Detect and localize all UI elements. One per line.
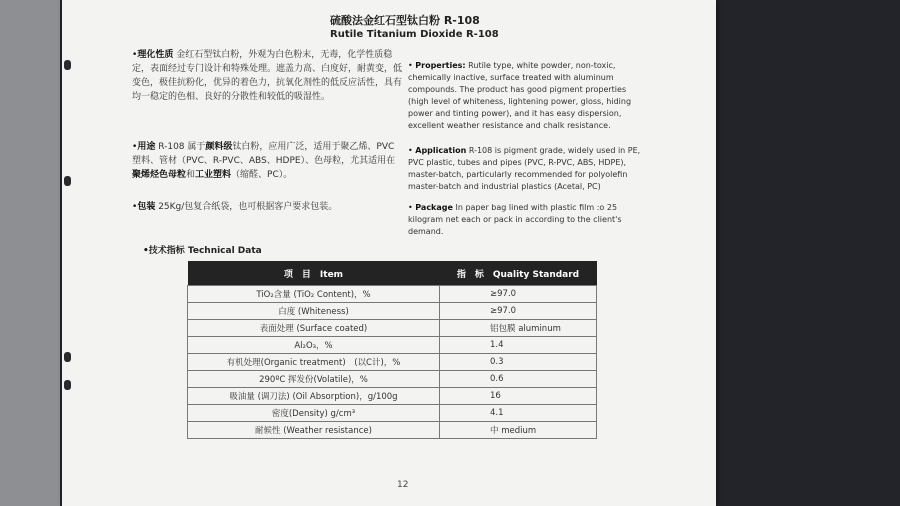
table-row — [188, 337, 597, 354]
application-cn-bold: 颜料级 — [205, 142, 233, 152]
row-item: TiO₂含量 (TiO₂ Content)，% — [188, 286, 440, 303]
properties-cn-text: 金红石型钛白粉，外观为白色粉末，无毒，化学性质稳定，表面经过专门设计和特殊处理。遮盖力高、白度好，耐黄变，低变色，极佳抗粉化，优异的着色力，抗氧化剂性的低反应活性，具有均一稳定的色相、良好的分散性和较低的吸湿性。 — [132, 50, 403, 102]
package-en — [408, 202, 644, 238]
table-row — [188, 286, 597, 303]
application-en-label: Application — [415, 146, 467, 155]
page-number: 12 — [397, 480, 409, 490]
properties-cn — [132, 48, 404, 104]
package-cn-label: 包装 — [137, 202, 156, 212]
technical-data-table — [187, 261, 597, 439]
row-item: 吸油量 (调刀法) (Oil Absorption)，g/100g — [188, 388, 440, 405]
package-en-text: In paper bag lined with plastic film :o 25 kilogram net each or pack in according to the client's demand. — [408, 203, 622, 236]
package-en-label: Package — [415, 203, 453, 212]
binding-hole — [64, 60, 71, 70]
bullet-icon: • — [408, 203, 413, 212]
application-cn-bold: 聚烯烃色母粒 — [132, 170, 187, 180]
application-cn-text: 钛白粉，应用广泛，适用于聚乙烯、PVC 塑料、管材（PVC、R-PVC、ABS、HDPE）、色母粒，尤其适用在 — [132, 142, 396, 166]
properties-en: • Properties: Rutile type, white powder, non-toxic, chemically inactive, surface treated with aluminum compounds. The product has good pigment properties (high level of whiteness, lightening power, gloss, hiding power and tinting power), and it has easy dispersion, excellent weather resistance and chalk resistance. — [408, 61, 632, 130]
application-cn-text: 和 — [186, 170, 196, 180]
table-row — [188, 320, 597, 337]
package-cn — [132, 200, 404, 214]
document-page — [62, 0, 716, 506]
row-value: 中 medium — [440, 422, 597, 439]
bullet-icon: • — [143, 246, 149, 256]
application-cn-label: 用途 — [137, 142, 156, 152]
row-value: 16 — [440, 388, 597, 405]
row-value: 铝包膜 aluminum — [440, 320, 597, 337]
bullet-icon: • — [408, 146, 413, 155]
properties-cn-label: 理化性质 — [137, 50, 174, 60]
row-value: 0.6 — [440, 371, 597, 388]
technical-data-title — [143, 243, 262, 256]
binding-hole — [64, 176, 71, 186]
bullet-icon: • — [132, 202, 138, 212]
bullet-icon: • — [408, 61, 413, 70]
table-row — [188, 354, 597, 371]
row-item: Al₂O₃，% — [188, 337, 440, 354]
row-value: 1.4 — [440, 337, 597, 354]
table-row — [188, 371, 597, 388]
bullet-icon: • — [132, 50, 138, 60]
application-cn-text: R-108 属于 — [158, 142, 206, 152]
application-cn — [132, 140, 404, 182]
row-item: 耐候性 (Weather resistance) — [188, 422, 440, 439]
row-value: ≥97.0 — [440, 286, 597, 303]
header-item: 项 目 Item — [188, 261, 440, 286]
bullet-icon: • — [132, 142, 138, 152]
properties-en-text: Rutile type, white powder, non-toxic, chemically inactive, surface treated with aluminum compounds. The product has good pigment properties (high level of whiteness, lightening power, gloss, hiding power and tinting power), and it has easy dispersion, excellent weather resistance and chalk resistance. — [408, 61, 632, 130]
row-value: 0.3 — [440, 354, 597, 371]
row-item: 290ºC 挥发份(Volatile)，% — [188, 371, 440, 388]
row-value: 4.1 — [440, 405, 597, 422]
table-row — [188, 303, 597, 320]
package-cn-text: 25Kg/包复合纸袋，也可根据客户要求包装。 — [158, 202, 338, 212]
binding-hole — [64, 352, 71, 362]
row-item: 白度 (Whiteness) — [188, 303, 440, 320]
application-cn-text: （缩醛、PC）。 — [231, 170, 293, 180]
title-en: Rutile Titanium Dioxide R-108 — [330, 29, 499, 40]
binding-hole — [64, 380, 71, 390]
row-item: 表面处理 (Surface coated) — [188, 320, 440, 337]
row-item: 有机处理(Organic treatment) (以C计)，% — [188, 354, 440, 371]
table-row — [188, 422, 597, 439]
table-row — [188, 388, 597, 405]
background-left — [0, 0, 60, 506]
table-row — [188, 405, 597, 422]
header-standard: 指 标 Quality Standard — [440, 261, 597, 286]
application-cn-bold: 工业塑料 — [195, 170, 232, 180]
application-en — [408, 145, 644, 193]
application-en-text: R-108 is pigment grade, widely used in PE, PVC plastic, tubes and pipes (PVC, R-PVC, ABS, HDPE), master-batch, particularly recommended for polyolefin master-batch and industrial plastics (Acetal, PC) — [408, 146, 641, 191]
row-value: ≥97.0 — [440, 303, 597, 320]
properties-en-label: Properties — [415, 61, 463, 70]
table-header-row — [188, 261, 597, 286]
title-cn: 硫酸法金红石型钛白粉 R-108 — [330, 14, 480, 27]
row-item: 密度(Density) g/cm³ — [188, 405, 440, 422]
technical-data-title-text: 技术指标 Technical Data — [148, 246, 262, 256]
